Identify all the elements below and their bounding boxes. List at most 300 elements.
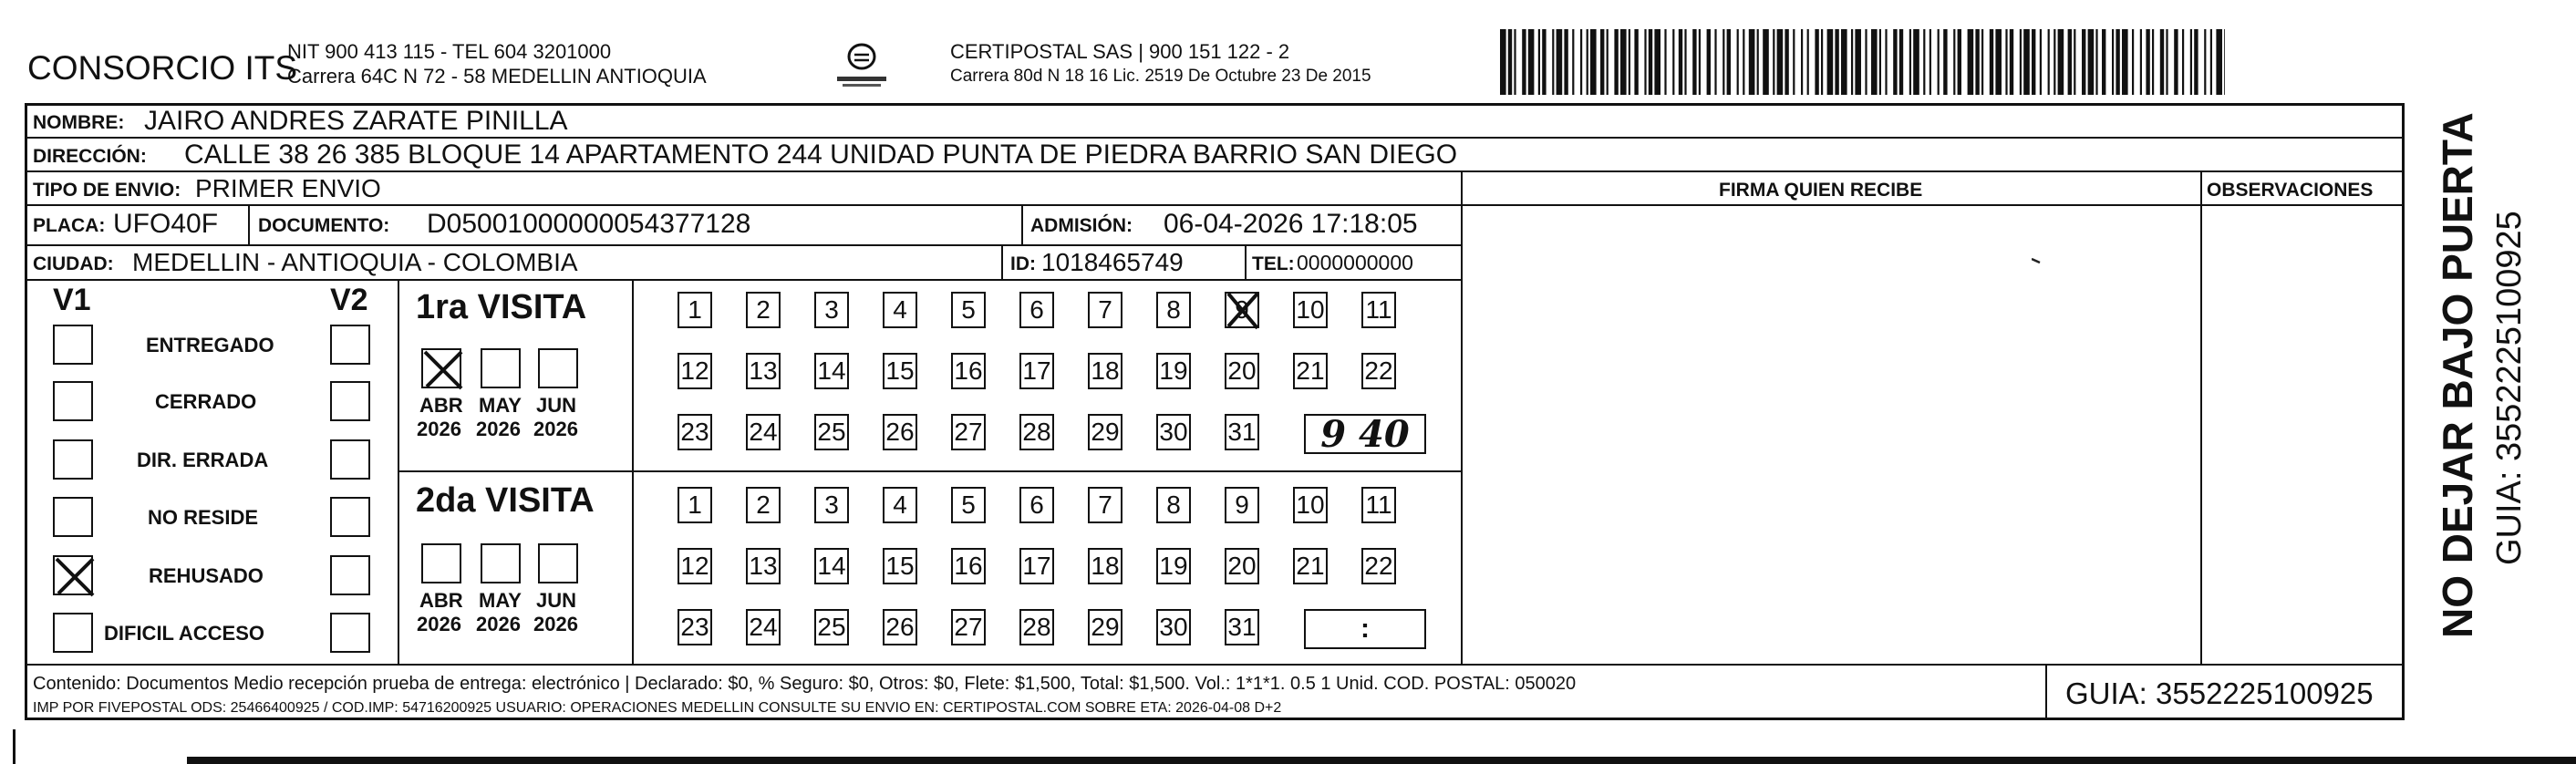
barcode-bar <box>1684 29 1686 95</box>
visit2-time-box[interactable]: : <box>1304 609 1426 649</box>
send-type-value: PRIMER ENVIO <box>195 174 381 202</box>
visit2-title: 2da VISITA <box>416 481 595 520</box>
visit1-day-box[interactable] <box>678 292 712 328</box>
admission-value: 06-04-2026 17:18:05 <box>1164 209 1418 239</box>
barcode-bar <box>2058 29 2064 95</box>
v2-checkbox-dir-errada[interactable] <box>330 439 370 480</box>
visit1-day-number: 30 <box>1159 418 1188 446</box>
barcode-bar <box>1958 29 1961 95</box>
barcode-bar <box>1528 29 1535 95</box>
v2-checkbox-cerrado[interactable] <box>330 381 370 421</box>
document-value: D05001000000054377128 <box>427 209 751 239</box>
visit1-day-box[interactable] <box>1293 292 1328 328</box>
status-label: REHUSADO <box>149 564 264 587</box>
visit2-day-number: 23 <box>680 613 709 641</box>
visit1-day-box[interactable] <box>746 353 781 389</box>
visit2-month-checkbox[interactable] <box>481 543 521 583</box>
visit2-day-number: 27 <box>954 613 983 641</box>
barcode-bar <box>2190 29 2192 95</box>
barcode-bar <box>1620 29 1627 95</box>
visit2-month-checkbox[interactable] <box>538 543 578 583</box>
barcode-bar <box>1871 29 1878 95</box>
barcode-bar <box>2152 29 2154 95</box>
visit1-day-box[interactable] <box>883 292 917 328</box>
visit2-day-box[interactable] <box>746 548 781 584</box>
visit2-day-number: 16 <box>954 552 983 580</box>
barcode-bar <box>1995 29 2002 95</box>
signature-header: FIRMA QUIEN RECIBE <box>1719 180 1923 201</box>
company-address: Carrera 64C N 72 - 58 MEDELLIN ANTIOQUIA <box>287 65 707 88</box>
barcode-bar <box>1522 29 1526 95</box>
barcode-bar <box>2054 29 2055 95</box>
visit1-year-label: 2026 <box>533 418 578 440</box>
visit2-day-number: 30 <box>1159 613 1188 641</box>
visit1-day-box[interactable] <box>1019 353 1054 389</box>
barcode-bar <box>1885 29 1887 95</box>
signature-mark <box>2032 252 2041 257</box>
visit1-day-number: 22 <box>1364 356 1393 385</box>
barcode-bar <box>2068 29 2072 95</box>
visit2-day-box[interactable] <box>883 487 917 523</box>
visit1-month-checkbox[interactable] <box>538 348 578 388</box>
visit1-day-box[interactable] <box>814 353 849 389</box>
visit1-day-box[interactable] <box>1088 414 1122 450</box>
barcode-bar <box>1893 29 1897 95</box>
barcode-bar <box>1855 29 1861 95</box>
visit1-day-box[interactable] <box>1361 353 1396 389</box>
visit1-day-number: 31 <box>1227 418 1257 446</box>
visit1-day-number: 24 <box>749 418 778 446</box>
status-label: ENTREGADO <box>146 334 274 356</box>
visit2-day-box[interactable] <box>1225 548 1259 584</box>
visit1-month-label: ABR <box>419 394 463 417</box>
visit1-day-box[interactable] <box>1088 353 1122 389</box>
barcode-bar <box>1899 29 1903 95</box>
visit2-day-box[interactable] <box>678 487 712 523</box>
visit2-day-number: 17 <box>1022 552 1051 580</box>
barcode-bar <box>1514 29 1516 95</box>
barcode-bar <box>1607 29 1609 95</box>
visit1-day-number: 29 <box>1091 418 1120 446</box>
barcode-bar <box>2102 29 2105 95</box>
visit1-day-box[interactable] <box>814 414 849 450</box>
v1-checkbox-rehusado[interactable] <box>53 555 93 595</box>
visit2-day-number: 1 <box>688 490 702 519</box>
visit2-year-label: 2026 <box>476 613 521 635</box>
barcode-bar <box>2032 29 2035 95</box>
v2-header: V2 <box>330 283 368 317</box>
visit2-day-box[interactable] <box>951 487 986 523</box>
visit1-month-label: JUN <box>536 394 577 417</box>
visit1-day-box[interactable] <box>746 292 781 328</box>
visit2-day-box[interactable] <box>1361 487 1396 523</box>
visit2-day-box[interactable] <box>1361 548 1396 584</box>
visit1-day-number: 23 <box>680 418 709 446</box>
barcode-bar <box>1763 29 1769 95</box>
visit2-month-checkbox[interactable] <box>421 543 461 583</box>
barcode-bar <box>1600 29 1604 95</box>
barcode-bar <box>1664 29 1666 95</box>
address-value: CALLE 38 26 385 BLOQUE 14 APARTAMENTO 244 UNIDAD PUNTA DE PIEDRA BARRIO SAN DIEGO <box>184 139 1458 170</box>
status-label: DIR. ERRADA <box>137 449 269 471</box>
guia-box: GUIA: 3552225100925 <box>2065 676 2374 710</box>
barcode-bar <box>1913 29 1919 95</box>
barcode-bar <box>1785 29 1788 95</box>
barcode-bar <box>1552 29 1554 95</box>
visit2-day-number: 24 <box>749 613 778 641</box>
v1-checkbox-cerrado[interactable] <box>53 381 93 421</box>
visit1-day-number: 17 <box>1022 356 1051 385</box>
barcode-bar <box>2182 29 2184 95</box>
barcode-bar <box>1590 29 1597 95</box>
visit1-day-number: 11 <box>1365 295 1392 324</box>
visit1-day-box[interactable] <box>1361 292 1396 328</box>
barcode-bar <box>2088 29 2095 95</box>
barcode-bar <box>2210 29 2212 95</box>
barcode-bar <box>1699 29 1701 95</box>
visit1-day-number: 18 <box>1091 356 1120 385</box>
visit2-day-box[interactable] <box>1088 609 1122 645</box>
visit2-day-box[interactable] <box>1156 548 1191 584</box>
visit1-month-label: MAY <box>479 394 522 417</box>
visit1-day-number: 2 <box>756 295 771 324</box>
visit2-day-number: 22 <box>1364 552 1393 580</box>
barcode-bar <box>1807 29 1809 95</box>
address-label: DIRECCIÓN: <box>33 146 147 167</box>
barcode-bar <box>2010 29 2013 95</box>
visit2-day-number: 5 <box>961 490 976 519</box>
document-label: DOCUMENTO: <box>258 215 390 236</box>
visit2-day-number: 4 <box>893 490 907 519</box>
visit1-day-box[interactable] <box>1156 414 1191 450</box>
barcode-bar <box>1821 29 1823 95</box>
barcode-bar <box>1757 29 1759 95</box>
visit1-day-number: 4 <box>893 295 907 324</box>
visit2-day-number: 11 <box>1365 490 1392 519</box>
visit2-day-number: 8 <box>1166 490 1181 519</box>
barcode-bar <box>1773 29 1774 95</box>
barcode-bar <box>1538 29 1540 95</box>
v1-header: V1 <box>53 283 91 317</box>
visit1-month-checkbox[interactable] <box>421 348 461 388</box>
id-label: ID: <box>1010 253 1036 274</box>
barcode-bar <box>1865 29 1867 95</box>
barcode-bar <box>1841 29 1847 95</box>
side-guia: GUIA: 3552225100925 <box>2490 211 2529 565</box>
v1-checkbox-entregado[interactable] <box>53 325 93 365</box>
visit1-day-number: 7 <box>1098 295 1112 324</box>
name-label: NOMBRE: <box>33 112 125 133</box>
visit1-day-box[interactable] <box>1225 292 1259 328</box>
visit2-day-box[interactable] <box>1019 487 1054 523</box>
visit2-day-box[interactable] <box>883 609 917 645</box>
barcode-bar <box>2166 29 2167 95</box>
visit1-day-box[interactable] <box>1156 292 1191 328</box>
barcode-bar <box>1827 29 1834 95</box>
visit1-day-number: 20 <box>1227 356 1257 385</box>
barcode-bar <box>2074 29 2075 95</box>
barcode-bar <box>1508 29 1512 95</box>
visit1-day-number: 14 <box>817 356 846 385</box>
barcode-bar <box>1580 29 1582 95</box>
id-value: 1018465749 <box>1041 248 1184 276</box>
barcode-bar <box>1727 29 1731 95</box>
barcode-bar <box>2112 29 2114 95</box>
visit1-day-box[interactable] <box>951 292 986 328</box>
barcode-bar <box>2005 29 2007 95</box>
visit1-day-number: 27 <box>954 418 983 446</box>
content-line: Contenido: Documentos Medio recepción prueba de entrega: electrónico | Declarado: $0, % Seguro: $0, Otros: $0, Flete: $1,500, Total: $1,500. Vol.: 1*1*1. 0.5 1 Unid. COD. POSTAL: 050020 <box>33 674 1577 694</box>
visit2-day-number: 19 <box>1159 552 1188 580</box>
visit2-year-label: 2026 <box>533 613 578 635</box>
visit2-day-number: 20 <box>1227 552 1257 580</box>
barcode-bar <box>2132 29 2134 95</box>
barcode-bar <box>1707 29 1711 95</box>
city-value: MEDELLIN - ANTIOQUIA - COLOMBIA <box>132 248 578 276</box>
barcode-bar <box>1564 29 1567 95</box>
visit1-day-number: 13 <box>749 356 778 385</box>
barcode-bar <box>1953 29 1955 95</box>
visit1-day-number: 10 <box>1296 295 1325 324</box>
carrier-name: CERTIPOSTAL SAS | 900 151 122 - 2 <box>950 40 1290 63</box>
visit1-year-label: 2026 <box>417 418 461 440</box>
visit2-day-number: 21 <box>1296 552 1325 580</box>
visit1-time-box[interactable]: 9 40 <box>1304 414 1426 454</box>
visit2-month-label: MAY <box>479 589 522 612</box>
visit1-day-number: 28 <box>1022 418 1051 446</box>
barcode-bar <box>1968 29 1974 95</box>
barcode-bar <box>2095 29 2097 95</box>
visit2-day-box[interactable] <box>1088 548 1122 584</box>
barcode-bar <box>1909 29 1911 95</box>
barcode-bar <box>2204 29 2206 95</box>
visit2-day-number: 12 <box>680 552 709 580</box>
barcode-bar <box>1654 29 1660 95</box>
visit1-day-number: 16 <box>954 356 983 385</box>
visit2-day-box[interactable] <box>678 548 712 584</box>
barcode-bar <box>2160 29 2164 95</box>
barcode-bar <box>2082 29 2085 95</box>
visit1-day-box[interactable] <box>951 353 986 389</box>
v2-checkbox-rehusado[interactable] <box>330 555 370 595</box>
visit1-day-number: 25 <box>817 418 846 446</box>
visit2-day-box[interactable] <box>746 609 781 645</box>
visit1-day-box[interactable] <box>678 353 712 389</box>
visit2-day-number: 7 <box>1098 490 1112 519</box>
barcode <box>1500 29 2225 95</box>
visit1-day-number: 5 <box>961 295 976 324</box>
visit1-day-number: 19 <box>1159 356 1188 385</box>
visit2-day-box[interactable] <box>1293 487 1328 523</box>
admission-label: ADMISIÓN: <box>1030 215 1133 236</box>
barcode-bar <box>1851 29 1853 95</box>
barcode-bar <box>1981 29 1983 95</box>
barcode-bar <box>1793 29 1795 95</box>
visit2-day-number: 9 <box>1235 490 1249 519</box>
no-dejar-warning: NO DEJAR BAJO PUERTA <box>2434 112 2481 638</box>
barcode-bar <box>1557 29 1563 95</box>
barcode-bar <box>1649 29 1652 95</box>
barcode-bar <box>2224 29 2225 95</box>
visit2-day-number: 31 <box>1227 613 1257 641</box>
barcode-bar <box>1714 29 1716 95</box>
city-label: CIUDAD: <box>33 253 114 274</box>
barcode-bar <box>1634 29 1638 95</box>
barcode-bar <box>1692 29 1696 95</box>
visit2-day-box[interactable] <box>883 548 917 584</box>
visit2-day-number: 10 <box>1296 490 1325 519</box>
visit2-day-box[interactable] <box>814 487 849 523</box>
visit2-day-box[interactable] <box>814 548 849 584</box>
barcode-bar <box>1929 29 1931 95</box>
visit2-day-number: 28 <box>1022 613 1051 641</box>
visit1-day-box[interactable] <box>1156 353 1191 389</box>
visit2-day-number: 26 <box>885 613 915 641</box>
visit2-day-number: 2 <box>756 490 771 519</box>
visit1-day-number: 26 <box>885 418 915 446</box>
visit2-day-box[interactable] <box>1019 609 1054 645</box>
barcode-bar <box>2216 29 2222 95</box>
name-value: JAIRO ANDRES ZARATE PINILLA <box>144 106 568 136</box>
visit2-day-box[interactable] <box>1019 548 1054 584</box>
barcode-bar <box>1943 29 1947 95</box>
barcode-bar <box>1629 29 1630 95</box>
barcode-bar <box>2140 29 2142 95</box>
visit1-day-box[interactable] <box>1019 414 1054 450</box>
visit2-day-box[interactable] <box>951 548 986 584</box>
plate-label: PLACA: <box>33 215 106 236</box>
visit1-day-box[interactable] <box>951 414 986 450</box>
visit2-day-number: 6 <box>1029 490 1044 519</box>
visit2-day-box[interactable] <box>951 609 986 645</box>
barcode-bar <box>1614 29 1618 95</box>
visit1-month-checkbox[interactable] <box>481 348 521 388</box>
barcode-bar <box>2194 29 2198 95</box>
barcode-bar <box>1815 29 1818 95</box>
visit2-day-box[interactable] <box>746 487 781 523</box>
visit1-day-number: 1 <box>688 295 702 324</box>
status-label: CERRADO <box>155 390 257 413</box>
visit2-day-number: 13 <box>749 552 778 580</box>
visit2-day-number: 15 <box>885 552 915 580</box>
visit1-day-box[interactable] <box>1225 414 1259 450</box>
barcode-bar <box>1990 29 1993 95</box>
barcode-bar <box>1572 29 1574 95</box>
visit2-day-number: 25 <box>817 613 846 641</box>
visit2-day-box[interactable] <box>1293 548 1328 584</box>
carrier-address: Carrera 80d N 18 16 Lic. 2519 De Octubre 23 De 2015 <box>950 67 1371 86</box>
visit1-year-label: 2026 <box>476 418 521 440</box>
company-nit: NIT 900 413 115 - TEL 604 3201000 <box>287 40 612 63</box>
barcode-bar <box>2174 29 2178 95</box>
barcode-bar <box>1975 29 1979 95</box>
visit2-day-number: 14 <box>817 552 846 580</box>
barcode-bar <box>1749 29 1755 95</box>
barcode-bar <box>2146 29 2149 95</box>
visit2-day-box[interactable] <box>1156 487 1191 523</box>
plate-value: UFO40F <box>113 209 219 239</box>
visit1-day-number: 12 <box>680 356 709 385</box>
visit2-year-label: 2026 <box>417 613 461 635</box>
status-label: DIFICIL ACCESO <box>104 622 265 645</box>
visit1-day-box[interactable] <box>1088 292 1122 328</box>
certipostal-logo <box>830 38 894 93</box>
barcode-bar <box>1801 29 1803 95</box>
visit2-day-number: 29 <box>1091 613 1120 641</box>
visit2-day-box[interactable] <box>678 609 712 645</box>
barcode-bar <box>1500 29 1506 95</box>
visit2-day-box[interactable] <box>814 609 849 645</box>
visit1-day-box[interactable] <box>746 414 781 450</box>
visit1-day-box[interactable] <box>883 353 917 389</box>
visit1-day-number: 9 <box>1235 295 1249 324</box>
v2-checkbox-dificil-acceso[interactable] <box>330 613 370 653</box>
visit1-day-number: 8 <box>1166 295 1181 324</box>
visit1-title: 1ra VISITA <box>416 288 587 326</box>
barcode-bar <box>1723 29 1724 95</box>
visit1-day-number: 3 <box>824 295 839 324</box>
visit1-day-box[interactable] <box>883 414 917 450</box>
imp-line: IMP POR FIVEPOSTAL ODS: 25466400925 / COD.IMP: 54716200925 USUARIO: OPERACIONES MEDELLIN CONSULTE SU ENVIO EN: CERTIPOSTAL.COM SOBRE ETA: 2026-04-08 D+2 <box>33 700 1282 716</box>
barcode-bar <box>1679 29 1682 95</box>
barcode-bar <box>2122 29 2128 95</box>
v1-checkbox-dificil-acceso[interactable] <box>53 613 93 653</box>
v2-checkbox-entregado[interactable] <box>330 325 370 365</box>
visit1-day-box[interactable] <box>678 414 712 450</box>
visit2-day-number: 3 <box>824 490 839 519</box>
barcode-bar <box>1923 29 1925 95</box>
barcode-bar <box>1644 29 1646 95</box>
barcode-bar <box>1672 29 1674 95</box>
tel-value: 0000000000 <box>1297 251 1413 274</box>
barcode-bar <box>1938 29 1940 95</box>
barcode-bar <box>2040 29 2042 95</box>
v1-checkbox-dir-errada[interactable] <box>53 439 93 480</box>
visit1-day-number: 15 <box>885 356 915 385</box>
visit1-day-box[interactable] <box>1019 292 1054 328</box>
visit1-day-number: 21 <box>1296 356 1325 385</box>
visit1-day-box[interactable] <box>1293 353 1328 389</box>
tel-label: TEL: <box>1252 253 1295 274</box>
barcode-bar <box>2116 29 2119 95</box>
status-label: NO RESIDE <box>148 506 259 529</box>
barcode-bar <box>2023 29 2030 95</box>
barcode-bar <box>1737 29 1739 95</box>
observations-header: OBSERVACIONES <box>2207 180 2374 201</box>
company-name: CONSORCIO ITS <box>27 49 298 87</box>
visit2-day-number: 18 <box>1091 552 1120 580</box>
barcode-bar <box>1879 29 1881 95</box>
visit1-day-number: 6 <box>1029 295 1044 324</box>
barcode-bar <box>1587 29 1588 95</box>
visit2-day-box[interactable] <box>1156 609 1191 645</box>
barcode-bar <box>1743 29 1744 95</box>
visit1-day-box[interactable] <box>1225 353 1259 389</box>
barcode-bar <box>1835 29 1838 95</box>
barcode-bar <box>2020 29 2022 95</box>
visit2-month-label: ABR <box>419 589 463 612</box>
v1-checkbox-no-reside[interactable] <box>53 497 93 537</box>
barcode-bar <box>1777 29 1784 95</box>
v2-checkbox-no-reside[interactable] <box>330 497 370 537</box>
visit2-day-box[interactable] <box>1225 609 1259 645</box>
visit1-day-box[interactable] <box>814 292 849 328</box>
barcode-bar <box>2048 29 2050 95</box>
visit2-day-box[interactable] <box>1088 487 1122 523</box>
barcode-bar <box>1542 29 1546 95</box>
visit2-month-label: JUN <box>536 589 577 612</box>
visit2-day-box[interactable] <box>1225 487 1259 523</box>
